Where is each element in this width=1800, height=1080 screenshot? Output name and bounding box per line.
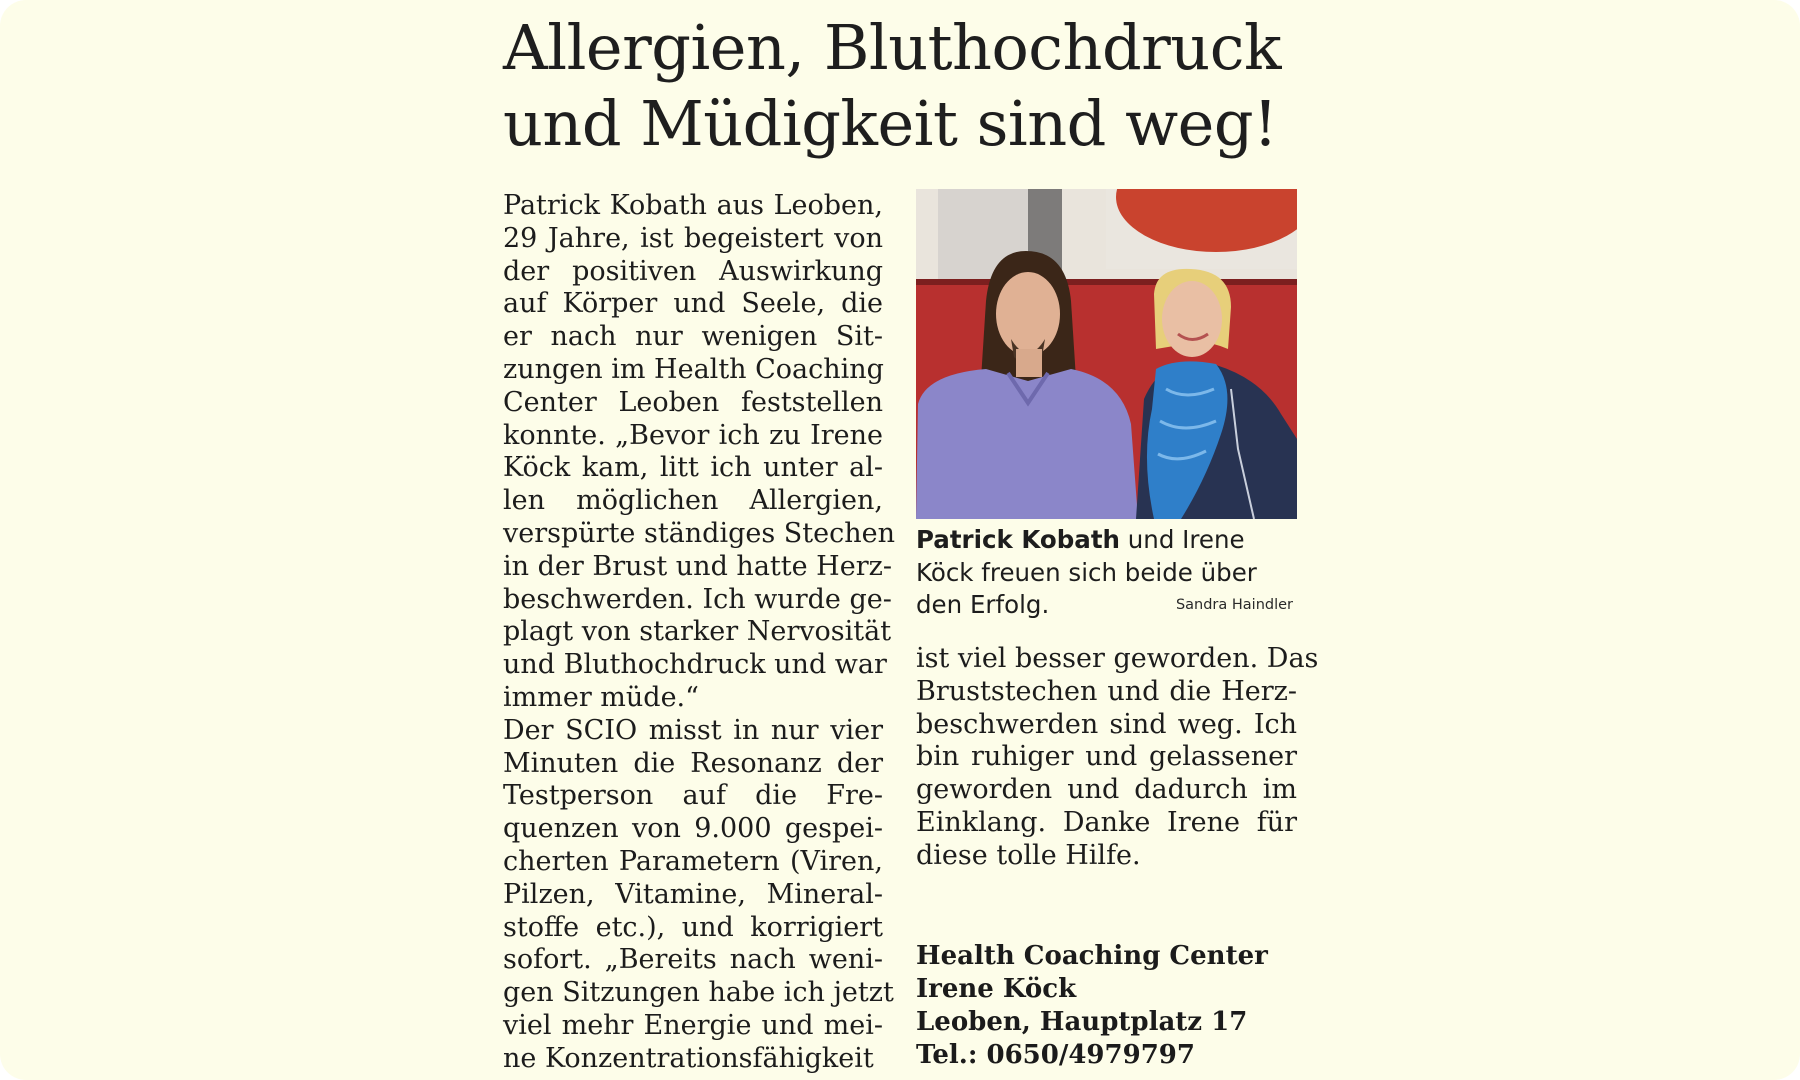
body-text-line: Center Leoben feststellen (503, 386, 883, 418)
body-text-line: plagt von starker Nervosität (503, 616, 892, 648)
caption-text: Köck freuen sich beide über (916, 557, 1257, 587)
body-text-line: Der SCIO misst in nur vier (503, 714, 883, 746)
body-text-line: Köck kam, litt ich unter al- (503, 452, 883, 484)
body-text-line: auf Körper und Seele, die (503, 288, 883, 320)
body-text-line: Pilzen, Vitamine, Mineral- (503, 878, 883, 910)
contact-address: Leoben, Hauptplatz 17 (916, 1007, 1248, 1037)
body-text-line: cherten Parametern (Viren, (503, 845, 883, 877)
contact-phone: Tel.: 0650/4979797 (916, 1040, 1195, 1070)
body-text-line: 29 Jahre, ist begeistert von (503, 222, 883, 254)
caption-name: Patrick Kobath (916, 525, 1120, 554)
article-body-left-column (503, 190, 896, 1076)
body-text-line: Einklang. Danke Irene für (916, 806, 1297, 838)
body-text-line: len möglichen Allergien, (503, 485, 883, 517)
body-text-line: quenzen von 9.000 gespei- (503, 813, 883, 845)
body-text-line: geworden und dadurch im (916, 774, 1297, 806)
body-text-line: Patrick Kobath aus Leoben, (503, 190, 883, 221)
body-text-line: stoffe etc.), und korrigiert (503, 911, 883, 943)
body-text-line: diese tolle Hilfe. (916, 839, 1141, 871)
photo-caption (916, 524, 1297, 622)
body-text-line: in der Brust und hatte Herz- (503, 550, 892, 582)
article-photo (916, 189, 1297, 519)
body-text-line: bin ruhiger und gelassener (916, 741, 1297, 773)
photo-illustration (916, 189, 1297, 519)
body-text-line: ne Konzentrationsfähigkeit (503, 1042, 874, 1074)
article-body-right-column (916, 643, 1319, 873)
caption-text: den Erfolg. (916, 590, 1050, 619)
body-text-line: verspürte ständiges Stechen (503, 517, 896, 549)
body-text-line: er nach nur wenigen Sit- (503, 321, 883, 353)
body-text-line: beschwerden sind weg. Ich (916, 708, 1297, 740)
contact-business-name: Health Coaching Center (916, 941, 1268, 971)
photo-credit: Sandra Haindler (1175, 597, 1293, 613)
body-text-line: immer müde.“ (503, 681, 699, 713)
caption-text: und Irene (1119, 525, 1245, 554)
body-text-line: Testperson auf die Fre- (503, 780, 883, 812)
body-text-line: Bruststechen und die Herz- (916, 675, 1297, 707)
body-text-line: ist viel besser geworden. Das (916, 643, 1319, 674)
body-text-line: der positiven Auswirkung (503, 255, 883, 287)
body-text-line: und Bluthochdruck und war (503, 649, 887, 681)
body-text-line: gen Sitzungen habe ich jetzt (503, 977, 894, 1009)
headline-line: Allergien, Bluthochdruck (503, 11, 1282, 84)
headline (503, 10, 1281, 162)
man-face (996, 272, 1060, 356)
photo-wall-shadow (916, 279, 1297, 285)
man-shirt (916, 369, 1138, 519)
body-text-line: beschwerden. Ich wurde ge- (503, 583, 892, 615)
body-text-line: konnte. „Bevor ich zu Irene (503, 419, 883, 451)
woman-face (1162, 281, 1222, 357)
contact-block (916, 940, 1268, 1072)
body-text-line: viel mehr Energie und mei- (503, 1009, 883, 1041)
body-text-line: Minuten die Resonanz der (503, 747, 883, 779)
body-text-line: zungen im Health Coaching (503, 353, 884, 385)
body-text-line: sofort. „Bereits nach weni- (503, 944, 883, 976)
headline-line: und Müdigkeit sind weg! (503, 87, 1278, 160)
contact-person: Irene Köck (916, 974, 1077, 1004)
man-neck (1016, 349, 1042, 377)
